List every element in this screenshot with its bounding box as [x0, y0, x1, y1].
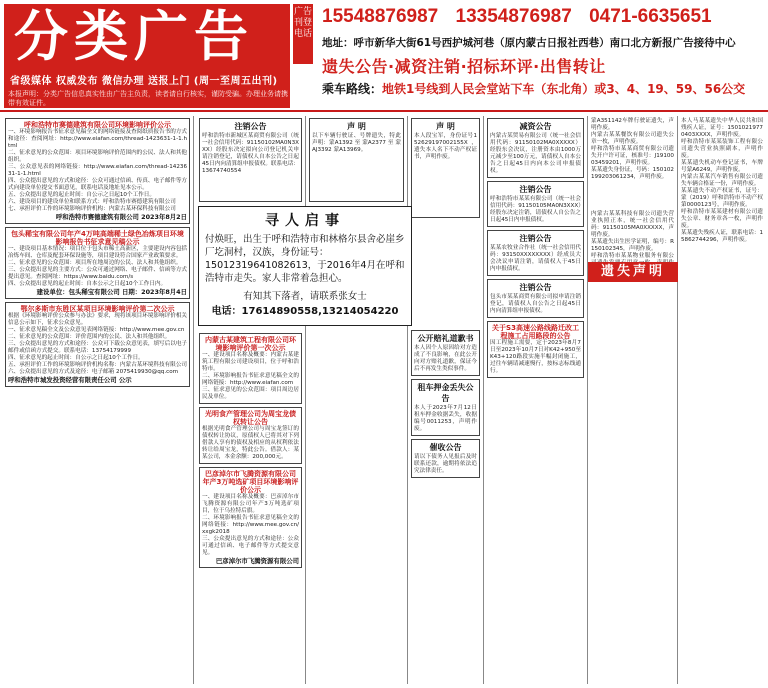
- notice-text: 包头市某某商贸有限公司拟申请注销登记，请债权人自公告之日起45日内向清算组申报债权。: [490, 294, 581, 314]
- route-line: [322, 80, 745, 97]
- notice-heading: 租车押金丢失公告: [417, 383, 474, 403]
- notice-text: 请以下债务人见报后及时联系还款，逾期将依法追究法律责任。: [414, 454, 477, 474]
- column-3: [306, 116, 408, 684]
- page-title: 分类广告: [14, 4, 254, 68]
- notice-signature: 巴彦淖尔市飞腾资源有限公司: [215, 557, 299, 565]
- notice-heading: 呼和浩特市赛德建筑有限公司环境影响评价公示: [24, 121, 171, 129]
- loss-item: 某某遗失不动产权证书，证号：蒙（2019）呼和浩特市不动产权第0000123号，声明作废。: [681, 188, 763, 208]
- notice-heading: 内蒙古某建筑工程有限公司环境影响评价第一次公示: [205, 336, 296, 352]
- loss-item: 内蒙古某某汽车销售有限公司遗失车辆合格证一份，声明作废。: [681, 174, 763, 187]
- notice-deregistration-3: [487, 230, 584, 276]
- notice-collection: [411, 439, 480, 478]
- notice-text: 因工程施工需要，定于2023年8月7日至2023年10月7日对K42+950至K43+120路段实施半幅封闭施工，过往车辆请减速慢行，按标志标线通行。: [490, 340, 581, 374]
- notice-text: 一、征求意见稿全文及公众意见表网络链接：http://www.mee.gov.cn: [8, 327, 185, 333]
- loss-item: 本人马某某遗失中华人民共和国残疾人证，证号：15010219770403XXXX，声明作废。: [681, 118, 763, 138]
- notice-heading: 关于S3高速公路线路迁改工程施工占用路段的公告: [492, 324, 579, 340]
- notice-text: 五、公众提出意见的起止时间：自公示之日起10个工作日。: [8, 192, 155, 198]
- notice-apology: [411, 330, 480, 376]
- notice-text: 四、公众提出意见的方式和途径：公众可通过信函、传真、电子邮件等方式向建设单位提交书面意见，联系电话及地址见本公示。: [8, 178, 188, 191]
- notice-text: 五、承担评价工作的环境影响评价机构名称：内蒙古某环境科技有限公司: [8, 362, 188, 368]
- notice-heading: 注销公告: [234, 122, 267, 131]
- column-6: [588, 116, 678, 684]
- notice-heading: 声 明: [436, 122, 455, 131]
- column-2: [196, 116, 306, 684]
- notice-capital-reduction: [487, 118, 584, 178]
- notice-text: 二、征求意见的公众范围：项目所在地周边的公民、法人和其他组织。: [8, 260, 182, 266]
- notice-text: 三、公众提出意见的主要方式：公众可通过网络、电子邮件、信函等方式提出意见。查阅网址：https://www.baidu.com/s: [8, 267, 188, 280]
- notice-text: 一、建设项目基本情况：项目位于包头市稀土高新区，主要建设内容包括冶炼车间、仓库及配套环保设施等，项目建设符合国家产业政策要求。: [8, 246, 188, 259]
- loss-statement-banner: 遗失声明: [588, 262, 678, 282]
- loss-item: 蒙A351142车牌行驶证遗失，声明作废。: [591, 118, 674, 131]
- notice-text: 本人因个人原因给对方造成了不良影响，在此公开向对方赔礼道歉，保证今后不再发生类似事件。: [414, 345, 477, 372]
- notice-heading: 光明食产管理公司为周宝龙债权转让公告: [205, 410, 296, 426]
- notice-deregistration-2: [487, 181, 584, 227]
- loss-item: 某某遗失出生医学证明，编号：R150102345，声明作废。: [591, 239, 674, 252]
- notice-heading: 减资公告: [519, 122, 552, 131]
- notice-text: 三、公众提出意见的方式和途径：公众可通过信函、电子邮件等方式提交意见。: [202, 536, 299, 556]
- column-1: [2, 116, 194, 684]
- notice-text: 呼和浩特市某某有限公司（统一社会信用代码：91150105MA0N3XXX）经股东决定注销，请债权人自公告之日起45日内申报债权。: [490, 196, 581, 223]
- column-7: [678, 116, 766, 684]
- brand-block: [4, 4, 290, 108]
- notice-text: 四、征求意见的起止时间：自公示之日起10个工作日。: [8, 355, 144, 361]
- address: 地址：呼市新华大街61号西护城河巷（原内蒙古日报社西巷）南口北方新报广告接待中心: [322, 37, 736, 49]
- notice-text: 六、公众提出意见的方式及途径：电子邮箱 2075419930@qq.com: [8, 369, 179, 375]
- notice-eia-1: [5, 118, 190, 224]
- banner-spacer: [591, 181, 674, 211]
- loss-item: 某某遗失机动车登记证书，车牌号蒙A6249，声明作废。: [681, 160, 763, 173]
- notice-statement: [309, 118, 404, 202]
- notice-heading: 呼和浩特市城发投资经营有限责任公司 公示: [8, 376, 132, 384]
- notice-text: 四、公众提出意见的起止时间：自本公示之日起10个工作日内。: [8, 281, 167, 287]
- notice-text: 根据光明食产管理公司与周宝龙签订的债权转让协议，原债权人已将其对下列借款人享有的债权及相应的从权利依法转让给周宝龙，特此公告。借款人：某某公司，本金余额：200,000元。: [202, 426, 299, 460]
- notice-text: 内蒙古某贸易有限公司（统一社会信用代码：91150102MA0XXXXX）经股东会决议，注册资本由1000万元减少至100万元，请债权人自本公告之日起45日内向本公司申报债权。: [490, 133, 581, 174]
- route-text: 地铁1号线到人民会堂站下车（东北角）或3、4、19、59、56公交: [382, 82, 746, 96]
- notice-text: 本人于2023年7月12日租车押金收据丢失，收据编号0011253，声明作废。: [414, 405, 477, 432]
- notice-heading: 公开赔礼道歉书: [417, 334, 474, 343]
- notice-heading: 注销公告: [519, 185, 552, 194]
- notice-text: 一、环境影响报告书征求意见稿全文的网络链接及查阅纸质报告书的方式和途径：查阅网址：http://www.eiafan.com/thread-1423631-1-1.html: [8, 129, 188, 149]
- notice-text: 本人段宝军，身份证号152629197002155X，遗失本人名下不动产权证书，声明作废。: [414, 133, 477, 160]
- notice-text: 七、承担评价工作的环境影响评价机构：内蒙古某环保科技有限公司: [8, 206, 176, 212]
- notice-heading: 注销公告: [519, 234, 552, 243]
- notice-heading: 声 明: [347, 122, 366, 131]
- notice-text: 一、建设项目名称及概要：内蒙古某建筑工程有限公司建设项目，位于呼和浩特市。: [202, 352, 299, 372]
- notice-text: 一、建设项目名称及概要：巴彦淖尔市飞腾资源有限公司年产3万吨选矿项目，位于乌拉特后旗。: [202, 494, 299, 514]
- services-line: 遗失公告·减资注销·招标环评·出售转让: [322, 57, 606, 76]
- phone-2: 13354876987: [455, 6, 572, 27]
- notice-heading: 注销公告: [519, 283, 552, 292]
- notice-deposit-loss: [411, 379, 480, 436]
- notice-text: 六、建设项目的建设单位和联系方式：呼和浩特市赛德建筑有限公司: [8, 199, 176, 205]
- loss-item: 内蒙古某某餐饮有限公司遗失公章一枚，声明作废。: [591, 132, 674, 145]
- vertical-tag: 广告刊登电话: [293, 4, 313, 64]
- notice-heading: 催收公告: [429, 443, 462, 452]
- column-5: [484, 116, 588, 684]
- notice-heading: 巴彦淖尔市飞腾资源有限公司年产3万吨选矿项目环境影响评价公示: [202, 470, 299, 494]
- notice-text: 二、环境影响报告书征求意见稿全文的网络链接：http://www.eiafan.com: [202, 373, 299, 386]
- phone-1: 15548876987: [322, 6, 439, 27]
- notice-highway: [487, 321, 584, 378]
- notice-deregistration: [199, 118, 302, 202]
- notice-heading: 鄂尔多斯市东胜区某项目环境影响评价第二次公示: [20, 305, 175, 313]
- phone-numbers: [322, 6, 724, 28]
- notice-signature: 建设单位：包头稀宝有限公司 日期：2023年8月4日: [36, 288, 187, 296]
- notice-debt-transfer: [199, 407, 302, 464]
- phone-3: 0471-6635651: [589, 6, 712, 27]
- notice-text: 某某农牧业合作社（统一社会信用代码：93150XXXXXXXX）经成员大会决议申请注销，请债权人于45日内申报债权。: [490, 245, 581, 272]
- notice-eia-bayannur: [199, 467, 302, 568]
- notice-heading: 包头稀宝有限公司年产4万吨高端稀土绿色冶炼项目环境影响报告书征求意见稿公示: [11, 230, 184, 246]
- notice-signature: 呼和浩特市赛德建筑有限公司 2023年8月2日: [55, 213, 187, 221]
- missing-phone: 电话：17614890558,13214054220: [211, 306, 399, 317]
- loss-item: 呼和浩特市某某装饰工程有限公司遗失营业执照副本，声明作废。: [681, 139, 763, 159]
- loss-item: 呼和浩特市某某商贸有限公司遗失开户许可证，核准号：J1910003459201，声明作废。: [591, 146, 674, 166]
- column-4: [408, 116, 484, 684]
- loss-item: 内蒙古某某科技有限公司遗失营业执照正本，统一社会信用代码：91150105MA0XXXXX，声明作废。: [591, 211, 674, 238]
- notice-text: 二、征求意见的公众范围：项目环境影响评价范围内的公民、法人和其他组织。: [8, 150, 188, 163]
- masthead: [0, 0, 768, 112]
- notice-statement-2: [411, 118, 480, 218]
- notice-text: 以下车辆行驶证、号牌遗失，特此声明：蒙A1392 至 蒙A2377 至 蒙AJ3392 蒙A13969。: [312, 133, 401, 153]
- notice-text: 二、征求意见的公众范围：评价范围内的公民、法人和其他组织。: [8, 334, 171, 340]
- missing-contact: 有知其下落者，请联系张女士: [243, 291, 367, 302]
- notice-text: 二、环境影响报告书征求意见稿全文的网络链接：http://www.mee.gov.cn/xxgk2018: [202, 515, 299, 535]
- small-print: 本报声明：分类广告信息真实性由广告主负责，读者请自行核实，谨防受骗。办理业务请携带有效证件。: [8, 90, 288, 107]
- loss-item: 某某遗失残疾人证，联系电话：15862744296，声明作废。: [681, 230, 763, 243]
- loss-item: 呼和浩特市某某建材有限公司遗失公章、财务章各一枚，声明作废。: [681, 209, 763, 229]
- slogan: 省级媒体 权威发布 微信办理 送报上门 (周一至周五出刊): [10, 76, 278, 87]
- loss-item: 某某遗失身份证，号码：150102199203061234，声明作废。: [591, 167, 674, 180]
- route-label: 乘车路线：: [322, 82, 383, 96]
- notice-text: 根据《环境影响评价公众参与办法》要求，现将该项目环境影响评价相关信息公示如下，征求公众意见。: [8, 313, 188, 326]
- notice-text: 呼和浩特市新城区某商贸有限公司（统一社会信用代码：91150102MA0N3XXX）经股东决定拟向公司登记机关申请注销登记，请债权人自本公告之日起45日内向清算组申报债权。联系电话：13674740554: [202, 133, 300, 174]
- notice-deregistration-4: [487, 279, 584, 318]
- notice-eia-col2: [199, 333, 302, 404]
- notice-eia-2: [5, 227, 190, 299]
- notice-text: 三、公众意见表的网络链接：http://www.eiafan.com/thread-1423631-1-1.html: [8, 164, 187, 177]
- loss-item: 呼和浩特市某某物业服务有限公: [591, 253, 674, 259]
- missing-title: 寻人启事: [265, 213, 345, 229]
- missing-body: 付焕旺，出生于呼和浩特市和林格尔县舍必崖乡厂圪洞村，汉族，身份证号：15012319641082613，于2016年4月在呼和浩特市走失。家人非常着急担心。: [205, 234, 405, 284]
- notice-text: 三、公众提出意见的方式和途径：公众可下载公众意见表，填写后以电子邮件或信函方式提交。联系电话：13754179999: [8, 341, 188, 354]
- notice-eia-3: [5, 302, 190, 387]
- notice-text: 三、征求意见的公众范围：项目周边居民及单位。: [202, 387, 299, 400]
- missing-person-notice: [198, 206, 412, 326]
